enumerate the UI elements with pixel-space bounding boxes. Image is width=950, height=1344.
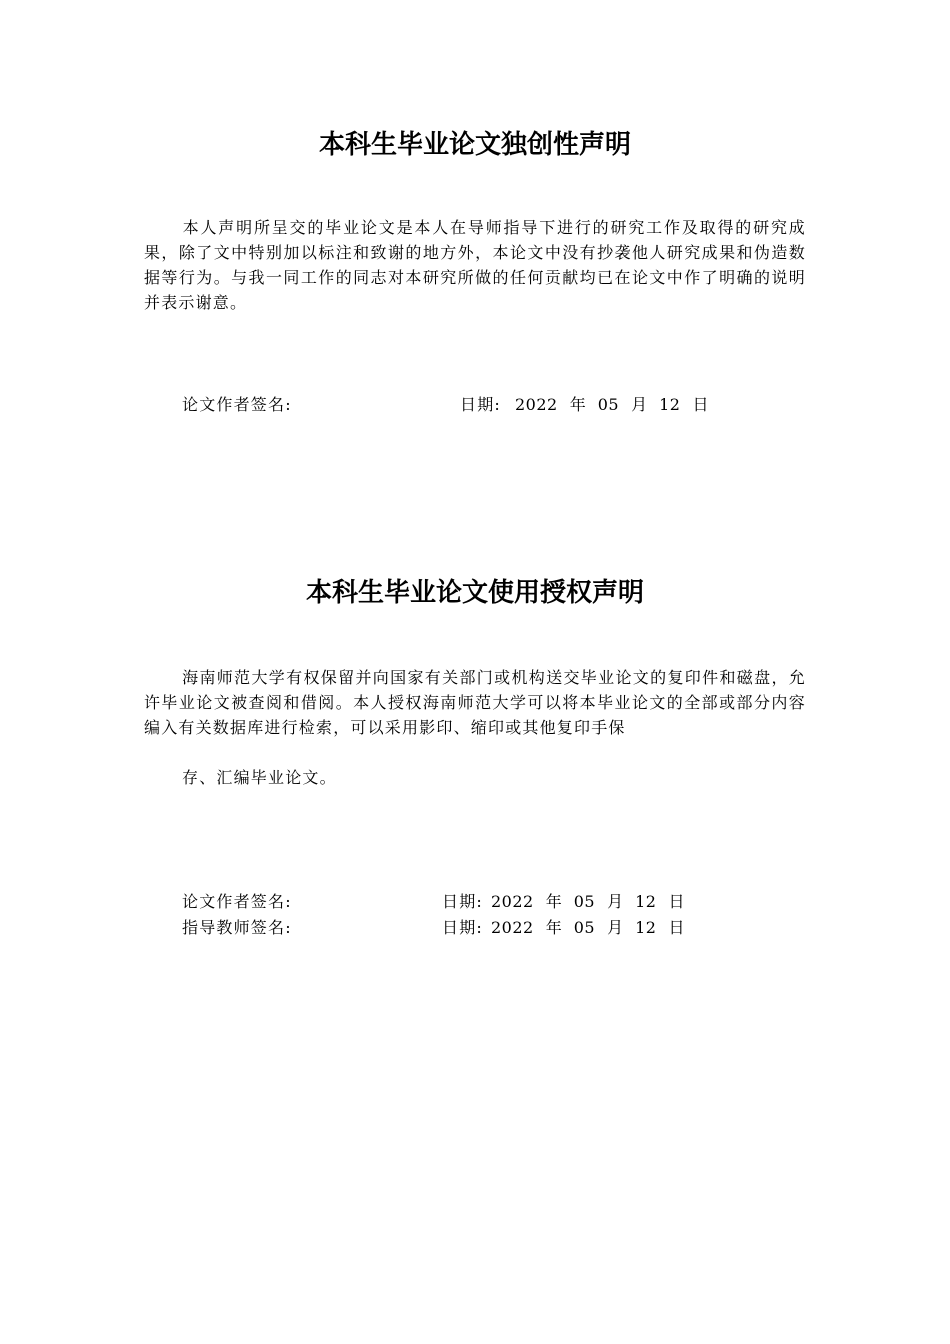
date-year: 2022 [491,892,534,911]
originality-paragraph [144,215,806,315]
date-year: 2022 [491,918,534,937]
date-year: 2022 [515,395,558,414]
authorization-advisor-signature-label: 指导教师签名: [182,918,292,937]
date-month: 05 [597,395,620,414]
date-year-unit: 年 [545,918,562,937]
authorization-paragraph [144,665,806,740]
date-day: 12 [659,395,681,414]
date-label: 日期: [442,918,483,937]
authorization-author-date [442,889,684,912]
date-month-unit: 月 [631,395,648,414]
authorization-author-signature-label: 论文作者签名: [182,892,292,911]
date-day-unit: 日 [692,395,709,414]
date-day-unit: 日 [668,892,685,911]
date-label: 日期: [460,395,501,414]
date-year-unit: 年 [545,892,562,911]
date-month: 05 [573,892,596,911]
authorization-paragraph-text: 海南师范大学有权保留并向国家有关部门或机构送交毕业论文的复印件和磁盘，允许毕业论文被查阅和借阅。本人授权海南师范大学可以将本毕业论文的全部或部分内容编入有关数据库进行检索，可以采用影印、缩印或其他复印手保 [144,668,806,737]
date-month-unit: 月 [607,918,624,937]
date-month-unit: 月 [607,892,624,911]
date-day: 12 [635,892,657,911]
originality-author-signature-label: 论文作者签名: [182,395,292,414]
originality-paragraph-text: 本人声明所呈交的毕业论文是本人在导师指导下进行的研究工作及取得的研究成果，除了文中特别加以标注和致谢的地方外，本论文中没有抄袭他人研究成果和伪造数据等行为。与我一同工作的同志对本研究所做的任何贡献均已在论文中作了明确的说明并表示谢意。 [144,218,806,312]
date-day: 12 [635,918,657,937]
date-day-unit: 日 [668,918,685,937]
authorization-title: 本科生毕业论文使用授权声明 [305,578,644,608]
date-month: 05 [573,918,596,937]
authorization-advisor-date [442,915,684,938]
date-label: 日期: [442,892,483,911]
originality-title: 本科生毕业论文独创性声明 [318,130,631,160]
authorization-paragraph-tail: 存、汇编毕业论文。 [182,768,337,787]
originality-date [460,392,708,415]
date-year-unit: 年 [569,395,586,414]
